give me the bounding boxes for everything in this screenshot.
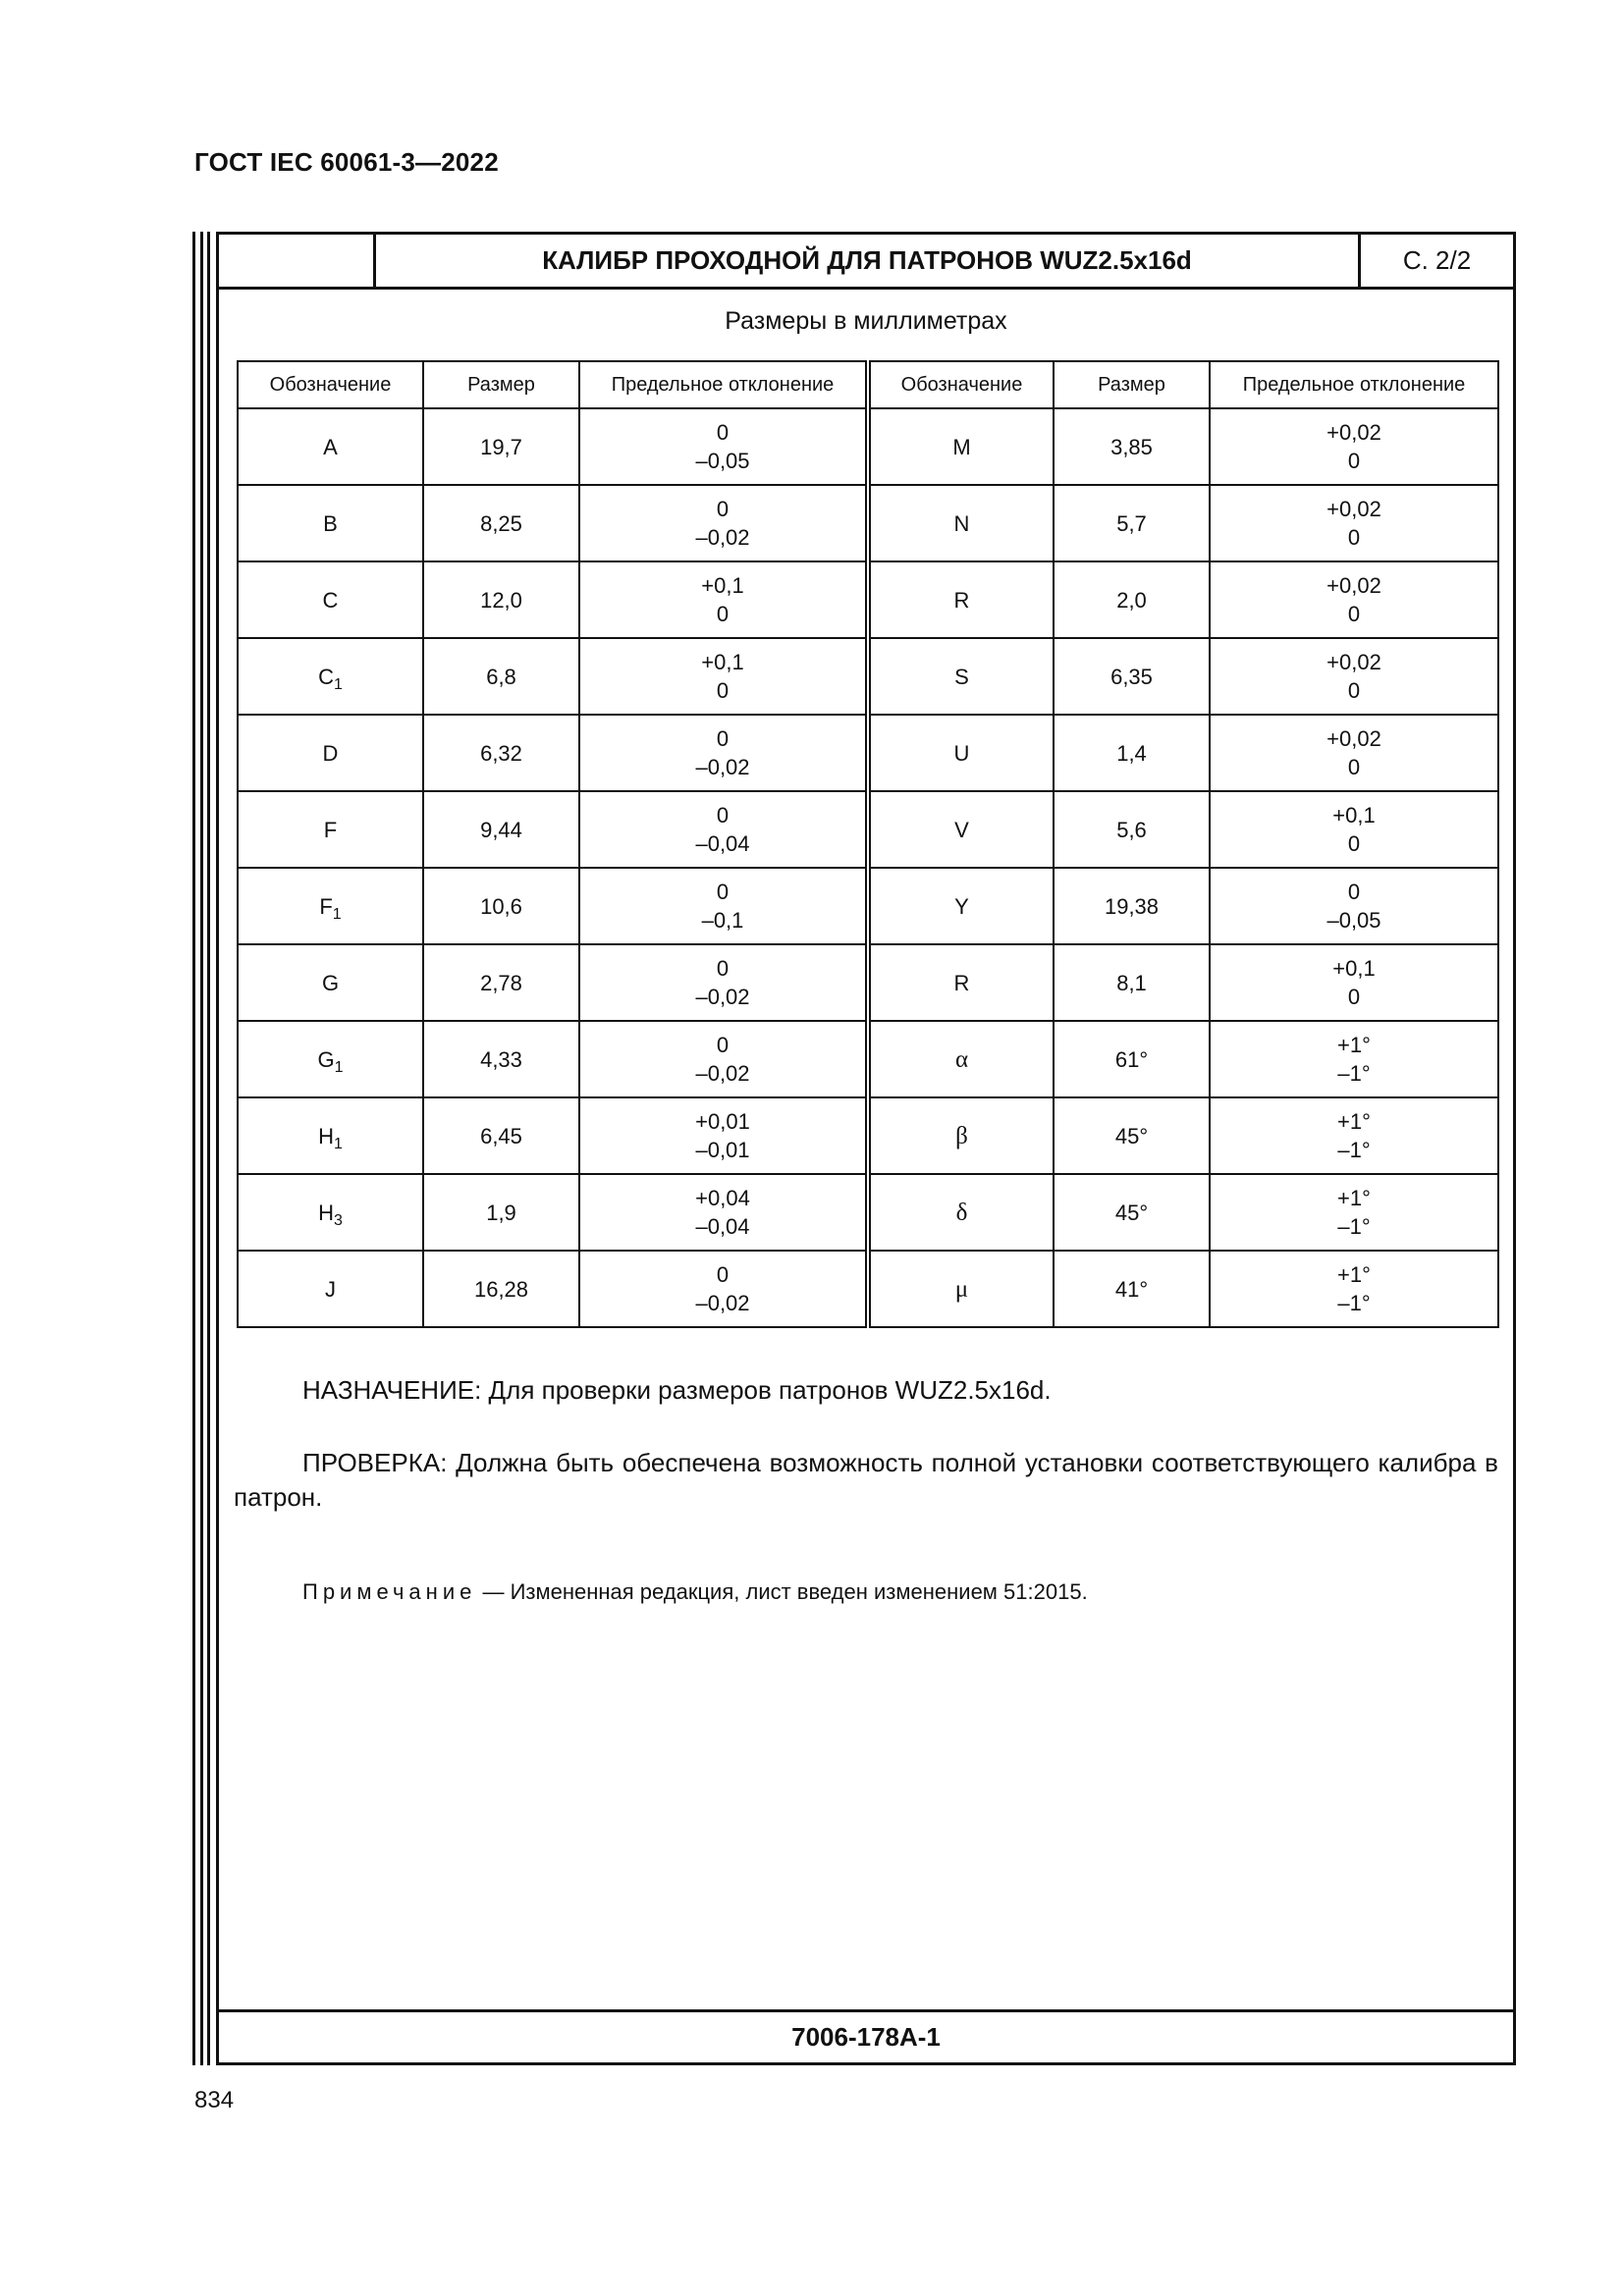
- cell-designation: [238, 1097, 423, 1174]
- symbol-subscript: 1: [332, 905, 342, 923]
- cell-designation: [868, 638, 1054, 715]
- cell-size: 19,7: [423, 408, 579, 485]
- cell-size: 4,33: [423, 1021, 579, 1097]
- cell-designation: [238, 791, 423, 868]
- note-label: Примечание: [302, 1579, 477, 1604]
- drawing-code: 7006-178A-1: [219, 2009, 1513, 2062]
- symbol: R: [953, 587, 970, 613]
- tolerance-lower: –1°: [1337, 1138, 1371, 1162]
- note-text: — Измененная редакция, лист введен изменением 51:2015.: [476, 1579, 1088, 1604]
- column-header: Размер: [423, 361, 579, 408]
- cell-size: 5,7: [1054, 485, 1210, 561]
- tolerance-upper: +0,01: [695, 1109, 750, 1134]
- symbol: R: [953, 970, 970, 995]
- cell-tolerance: [579, 1174, 868, 1251]
- tolerance-lower: –0,02: [695, 755, 750, 779]
- tolerance-upper: 0: [716, 803, 730, 828]
- tolerance-upper: 0: [716, 956, 730, 981]
- cell-designation: [238, 561, 423, 638]
- symbol: F: [323, 817, 338, 842]
- tolerance-lower: –1°: [1337, 1291, 1371, 1315]
- column-header: Предельное отклонение: [579, 361, 868, 408]
- symbol: S: [954, 664, 969, 689]
- tolerance-upper: +0,02: [1326, 650, 1381, 674]
- symbol: C: [322, 587, 339, 613]
- cell-size: 1,4: [1054, 715, 1210, 791]
- cell-size: 3,85: [1054, 408, 1210, 485]
- cell-designation: [868, 944, 1054, 1021]
- tolerance-lower: –0,02: [695, 985, 750, 1009]
- tolerance-lower: 0: [1347, 449, 1361, 473]
- cell-size: 8,1: [1054, 944, 1210, 1021]
- cell-designation: [868, 715, 1054, 791]
- symbol-subscript: 1: [333, 1135, 343, 1152]
- table-header-row: [238, 361, 1498, 408]
- sheet-title-bar: [219, 235, 1513, 290]
- tolerance-lower: 0: [1347, 678, 1361, 703]
- symbol: F: [319, 893, 333, 919]
- tolerance-lower: –0,04: [695, 1214, 750, 1239]
- symbol: J: [325, 1276, 336, 1302]
- cell-tolerance: [1210, 944, 1498, 1021]
- cell-size: 16,28: [423, 1251, 579, 1327]
- symbol: V: [954, 817, 969, 842]
- cell-size: 45°: [1054, 1174, 1210, 1251]
- table-row: [238, 485, 1498, 561]
- tolerance-upper: 0: [1347, 880, 1361, 904]
- tolerance-lower: –0,05: [1326, 908, 1381, 933]
- cell-size: 19,38: [1054, 868, 1210, 944]
- tolerance-lower: 0: [1347, 755, 1361, 779]
- check-paragraph: ПРОВЕРКА: Должна быть обеспечена возможность полной установки соответствующего калибра в патрон.: [234, 1448, 1498, 1512]
- tolerance-upper: +0,02: [1326, 573, 1381, 598]
- table-row: [238, 638, 1498, 715]
- cell-tolerance: [579, 715, 868, 791]
- cell-tolerance: [579, 638, 868, 715]
- symbol-subscript: 1: [334, 1058, 344, 1076]
- table-row: [238, 868, 1498, 944]
- column-header: Обозначение: [868, 361, 1054, 408]
- page-number: 834: [194, 2087, 235, 2113]
- document-header: ГОСТ IEC 60061-3—2022: [194, 147, 499, 177]
- tolerance-upper: +0,02: [1326, 726, 1381, 751]
- table-row: [238, 715, 1498, 791]
- cell-designation: [868, 1251, 1054, 1327]
- tolerance-upper: +1°: [1337, 1033, 1371, 1057]
- symbol: H: [318, 1200, 334, 1225]
- cell-designation: [238, 638, 423, 715]
- margin-rule-middle: [200, 232, 203, 2065]
- tolerance-lower: –0,05: [695, 449, 750, 473]
- table-body: [238, 408, 1498, 1327]
- tolerance-upper: +0,1: [1332, 956, 1376, 981]
- symbol: B: [323, 510, 338, 536]
- cell-designation: [238, 715, 423, 791]
- table-row: [238, 791, 1498, 868]
- cell-tolerance: [579, 1251, 868, 1327]
- cell-designation: [868, 1021, 1054, 1097]
- tolerance-lower: 0: [1347, 985, 1361, 1009]
- tolerance-lower: –0,02: [695, 1061, 750, 1086]
- cell-size: 6,35: [1054, 638, 1210, 715]
- cell-size: 1,9: [423, 1174, 579, 1251]
- dimensions-table: [237, 360, 1499, 1328]
- cell-tolerance: [1210, 791, 1498, 868]
- cell-size: 8,25: [423, 485, 579, 561]
- tolerance-lower: 0: [1347, 525, 1361, 550]
- symbol: α: [954, 1045, 969, 1073]
- sheet-title: КАЛИБР ПРОХОДНОЙ ДЛЯ ПАТРОНОВ WUZ2.5x16d: [376, 235, 1361, 287]
- tolerance-upper: 0: [716, 1033, 730, 1057]
- tolerance-lower: –1°: [1337, 1214, 1371, 1239]
- symbol: G: [321, 970, 340, 995]
- cell-size: 45°: [1054, 1097, 1210, 1174]
- tolerance-lower: 0: [716, 678, 730, 703]
- symbol: μ: [954, 1275, 969, 1303]
- note: [302, 1579, 1088, 1605]
- tolerance-lower: –0,1: [701, 908, 744, 933]
- cell-size: 2,0: [1054, 561, 1210, 638]
- symbol: C: [318, 664, 334, 689]
- tolerance-lower: 0: [1347, 602, 1361, 626]
- tolerance-upper: +0,04: [695, 1186, 750, 1210]
- cell-tolerance: [579, 485, 868, 561]
- cell-designation: [238, 944, 423, 1021]
- cell-tolerance: [1210, 561, 1498, 638]
- cell-tolerance: [579, 868, 868, 944]
- cell-tolerance: [579, 1021, 868, 1097]
- tolerance-upper: +0,02: [1326, 497, 1381, 521]
- tolerance-upper: 0: [716, 726, 730, 751]
- cell-tolerance: [1210, 1251, 1498, 1327]
- cell-tolerance: [1210, 1174, 1498, 1251]
- symbol: D: [322, 740, 339, 766]
- cell-designation: [238, 485, 423, 561]
- cell-tolerance: [1210, 715, 1498, 791]
- margin-rule-left: [192, 232, 195, 2065]
- symbol-subscript: 3: [333, 1211, 343, 1229]
- symbol: Y: [954, 893, 969, 919]
- tolerance-upper: 0: [716, 420, 730, 445]
- symbol: H: [318, 1123, 334, 1148]
- tolerance-upper: +0,02: [1326, 420, 1381, 445]
- cell-designation: [868, 868, 1054, 944]
- table-row: [238, 944, 1498, 1021]
- tolerance-lower: –1°: [1337, 1061, 1371, 1086]
- cell-size: 9,44: [423, 791, 579, 868]
- sheet-frame: [216, 232, 1516, 2065]
- tolerance-upper: 0: [716, 880, 730, 904]
- cell-size: 6,8: [423, 638, 579, 715]
- table-row: [238, 1097, 1498, 1174]
- tolerance-upper: 0: [716, 497, 730, 521]
- cell-tolerance: [1210, 638, 1498, 715]
- symbol-subscript: 1: [333, 675, 343, 693]
- tolerance-lower: –0,02: [695, 1291, 750, 1315]
- tolerance-upper: +0,1: [701, 650, 744, 674]
- cell-tolerance: [1210, 1097, 1498, 1174]
- cell-designation: [238, 1174, 423, 1251]
- title-bar-blank-cell: [219, 235, 376, 287]
- margin-rule-right: [207, 232, 210, 2065]
- table-row: [238, 1251, 1498, 1327]
- cell-designation: [868, 1097, 1054, 1174]
- tolerance-upper: +1°: [1337, 1262, 1371, 1287]
- cell-size: 6,32: [423, 715, 579, 791]
- column-header: Обозначение: [238, 361, 423, 408]
- cell-designation: [238, 1021, 423, 1097]
- cell-size: 12,0: [423, 561, 579, 638]
- cell-tolerance: [579, 791, 868, 868]
- table-row: [238, 1174, 1498, 1251]
- cell-tolerance: [579, 408, 868, 485]
- cell-size: 5,6: [1054, 791, 1210, 868]
- cell-tolerance: [1210, 868, 1498, 944]
- purpose-paragraph: НАЗНАЧЕНИЕ: Для проверки размеров патронов WUZ2.5x16d.: [302, 1375, 1052, 1405]
- symbol: G: [317, 1046, 335, 1072]
- sheet-page-ref: С. 2/2: [1402, 245, 1472, 275]
- column-header: Размер: [1054, 361, 1210, 408]
- cell-size: 41°: [1054, 1251, 1210, 1327]
- tolerance-lower: –0,01: [695, 1138, 750, 1162]
- cell-size: 6,45: [423, 1097, 579, 1174]
- tolerance-lower: –0,02: [695, 525, 750, 550]
- tolerance-upper: +0,1: [701, 573, 744, 598]
- tolerance-lower: 0: [716, 602, 730, 626]
- cell-tolerance: [1210, 1021, 1498, 1097]
- tolerance-upper: +1°: [1337, 1186, 1371, 1210]
- tolerance-lower: –0,04: [695, 831, 750, 856]
- cell-designation: [868, 1174, 1054, 1251]
- cell-designation: [238, 868, 423, 944]
- cell-designation: [238, 408, 423, 485]
- symbol: M: [952, 434, 971, 459]
- cell-designation: [238, 1251, 423, 1327]
- symbol: U: [953, 740, 970, 766]
- cell-tolerance: [1210, 408, 1498, 485]
- units-caption: Размеры в миллиметрах: [725, 307, 1007, 335]
- tolerance-lower: 0: [1347, 831, 1361, 856]
- cell-tolerance: [1210, 485, 1498, 561]
- tolerance-upper: 0: [716, 1262, 730, 1287]
- cell-tolerance: [579, 944, 868, 1021]
- cell-tolerance: [579, 561, 868, 638]
- cell-size: 2,78: [423, 944, 579, 1021]
- table-row: [238, 1021, 1498, 1097]
- cell-designation: [868, 485, 1054, 561]
- column-header: Предельное отклонение: [1210, 361, 1498, 408]
- symbol: β: [955, 1122, 968, 1149]
- symbol: N: [953, 510, 970, 536]
- symbol: δ: [955, 1199, 968, 1226]
- symbol: A: [323, 434, 338, 459]
- table-row: [238, 408, 1498, 485]
- cell-tolerance: [579, 1097, 868, 1174]
- tolerance-upper: +1°: [1337, 1109, 1371, 1134]
- cell-designation: [868, 791, 1054, 868]
- cell-size: 61°: [1054, 1021, 1210, 1097]
- cell-size: 10,6: [423, 868, 579, 944]
- table-row: [238, 561, 1498, 638]
- tolerance-upper: +0,1: [1332, 803, 1376, 828]
- cell-designation: [868, 408, 1054, 485]
- cell-designation: [868, 561, 1054, 638]
